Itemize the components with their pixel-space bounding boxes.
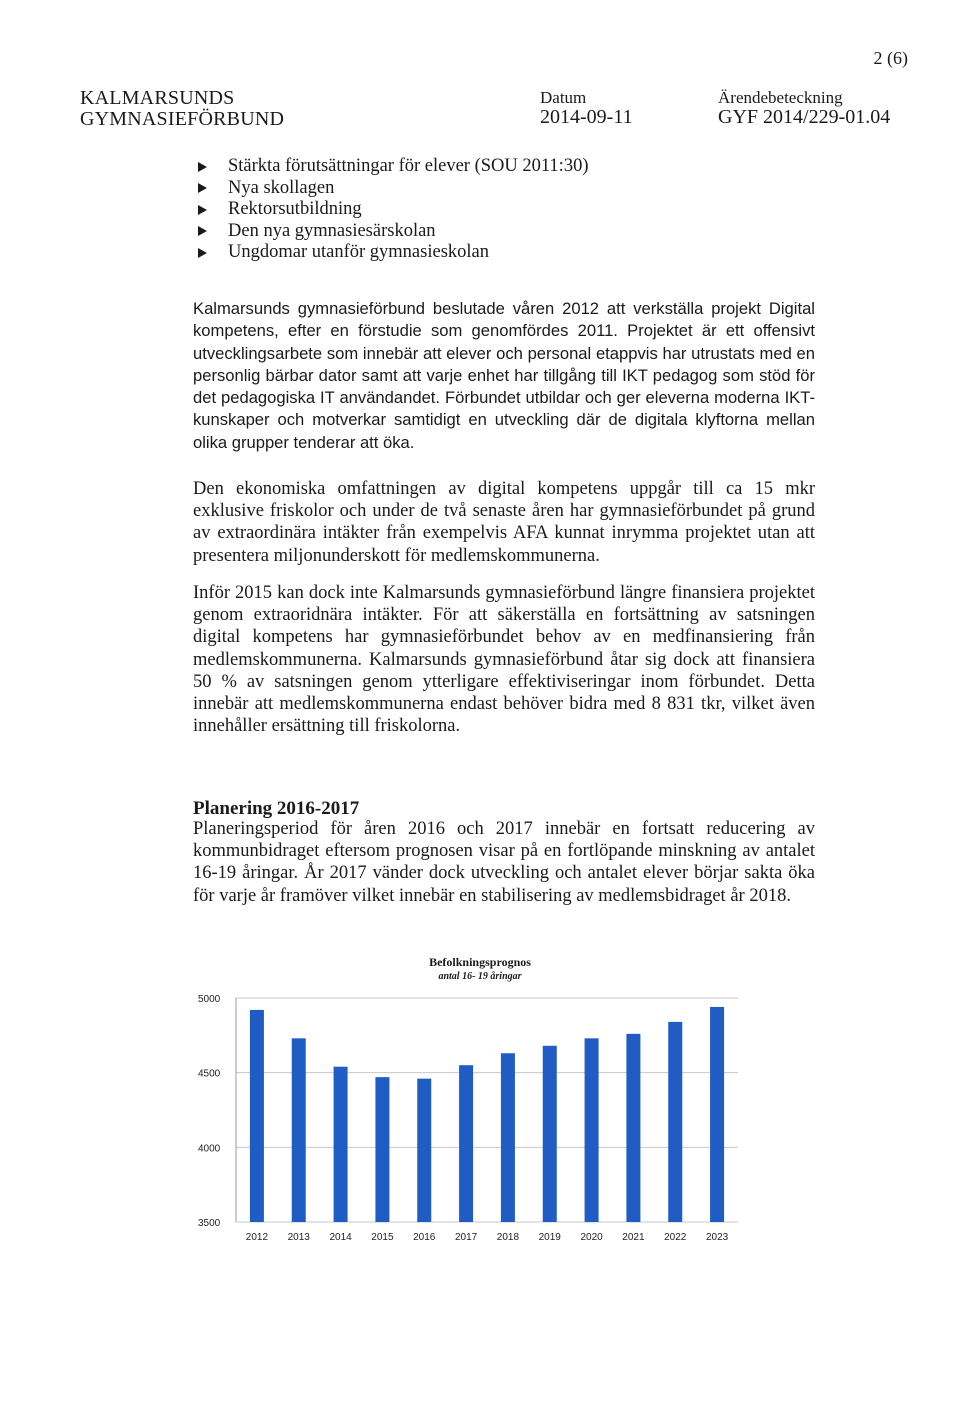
bullet-text: Rektorsutbildning bbox=[228, 199, 362, 219]
org-line-1: KALMARSUNDS bbox=[80, 87, 235, 109]
x-tick-label: 2022 bbox=[664, 1232, 687, 1243]
x-tick-label: 2017 bbox=[454, 1232, 478, 1243]
bar bbox=[585, 1038, 599, 1222]
page-number: 2 (6) bbox=[873, 48, 908, 68]
bar bbox=[626, 1034, 640, 1222]
paragraph-planning: Planeringsperiod för åren 2016 och 2017 innebär en fortsatt reducering av kommunbidraget eftersom prognosen visar på en fortlöpande minskning av antalet 16-19 åringar. År 2017 vänder dock utveckling och antalet elever börjar sakta öka för varje år framöver vilket innebär en stabilisering av medlemsbidraget år 2018. bbox=[193, 819, 815, 906]
bullet-text: Ungdomar utanför gymnasieskolan bbox=[228, 242, 489, 262]
x-tick-label: 2020 bbox=[580, 1232, 603, 1243]
x-tick-label: 2021 bbox=[622, 1232, 645, 1243]
date-value: 2014-09-11 bbox=[540, 106, 633, 128]
chart-title: Befolkningsprognos bbox=[429, 955, 531, 969]
x-tick-label: 2015 bbox=[371, 1232, 394, 1243]
bar bbox=[250, 1010, 264, 1222]
bar bbox=[543, 1046, 557, 1222]
bar bbox=[334, 1067, 348, 1222]
bar bbox=[710, 1007, 724, 1222]
y-tick-label: 3500 bbox=[198, 1218, 221, 1229]
bar bbox=[501, 1053, 515, 1222]
y-tick-label: 4000 bbox=[198, 1143, 221, 1155]
bar bbox=[292, 1038, 306, 1222]
paragraph-financing: Inför 2015 kan dock inte Kalmarsunds gymnasieförbund längre finansiera projektet genom extraoridnära intäkter. För att säkerställa en fortsättning av satsningen digital kompetens har gymnasieförbundet behov av en medfinansiering från medlemskommunerna. Kalmarsunds gymnasieförbund åtar sig dock att finansiera 50 % av satsningen genom ytterligare effektiviseringar inom förbundet. Detta innebär att medlemskommunerna endast behöver bidra med 8 831 tkr, vilket även innehåller ersättning till friskolorna. bbox=[193, 583, 815, 737]
x-tick-label: 2019 bbox=[538, 1232, 561, 1243]
bar bbox=[375, 1077, 389, 1222]
x-tick-label: 2023 bbox=[705, 1232, 729, 1243]
y-tick-label: 4500 bbox=[198, 1068, 221, 1080]
x-tick-label: 2016 bbox=[413, 1232, 436, 1243]
bar bbox=[668, 1022, 682, 1222]
bar bbox=[417, 1079, 431, 1222]
bullet-text: Den nya gymnasiesärskolan bbox=[228, 220, 436, 241]
reference-value: GYF 2014/229-01.04 bbox=[718, 106, 891, 128]
y-tick-label: 5000 bbox=[198, 994, 221, 1005]
date-label: Datum bbox=[540, 88, 587, 107]
x-tick-label: 2012 bbox=[245, 1232, 269, 1243]
bullet-text: Stärkta förutsättningar för elever (SOU 2011:30) bbox=[228, 156, 589, 176]
bar bbox=[459, 1065, 473, 1222]
chart-subtitle: antal 16- 19 åringar bbox=[438, 971, 522, 982]
x-tick-label: 2014 bbox=[329, 1232, 352, 1243]
x-tick-label: 2013 bbox=[287, 1232, 310, 1243]
paragraph-project: Kalmarsunds gymnasieförbund beslutade våren 2012 att verkställa projekt Digital kompetens, efter en förstudie som genomfördes 2011. Projektet är ett offensivt utvecklingsarbete som innebär att elever och personal etappvis har utrustats med en personlig bärbar dator samt att varje enhet har tillgång till IKT pedagog som stöd för det pedagogiska IT användandet. Förbundet utbildar och ger eleverna moderna IKT-kunskaper och motverkar samtidigt en utveckling där de digitala klyftorna mellan olika grupper tenderar att öka. bbox=[193, 299, 815, 452]
x-tick-label: 2018 bbox=[496, 1232, 520, 1243]
section-heading: Planering 2016-2017 bbox=[193, 798, 360, 819]
paragraph-economy: Den ekonomiska omfattningen av digital kompetens uppgår till ca 15 mkr exklusive friskolor och under de två senaste åren har gymnasieförbundet på grund av extraordinära intäkter från exempelvis AFA kunnat inrymma projektet utan att presentera miljonunderskott för medlemskommunerna. bbox=[193, 479, 815, 566]
bullet-text: Nya skollagen bbox=[228, 177, 335, 198]
reference-label: Ärendebeteckning bbox=[718, 88, 843, 107]
org-line-2: GYMNASIEFÖRBUND bbox=[80, 108, 285, 130]
